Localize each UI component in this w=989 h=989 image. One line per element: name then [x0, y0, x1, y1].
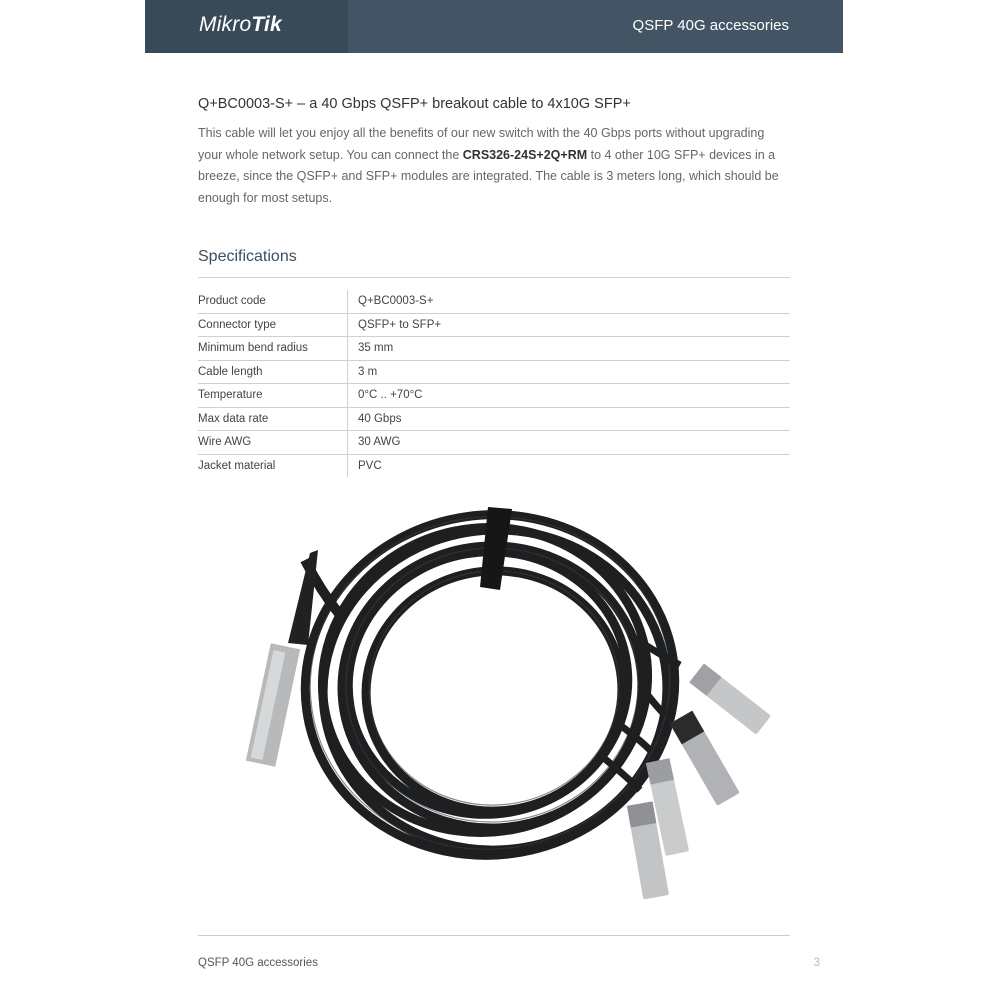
- spec-key: Max data rate: [198, 407, 348, 431]
- spec-key: Jacket material: [198, 454, 348, 477]
- footer-title: QSFP 40G accessories: [198, 957, 318, 969]
- table-row: [198, 454, 790, 477]
- specifications-heading: Specifications: [198, 248, 297, 265]
- spec-key: Temperature: [198, 384, 348, 408]
- spec-value: 40 Gbps: [358, 412, 402, 425]
- page-number: 3: [813, 957, 820, 969]
- spec-key: Minimum bend radius: [198, 337, 348, 361]
- desc-text-1: This cable will let you enjoy all the benefits of our new switch with the 40 Gbps ports without upgrading your whole network setup. You can connect the: [198, 126, 765, 162]
- table-row: [198, 431, 790, 455]
- product-title: Q+BC0003-S+ – a 40 Gbps QSFP+ breakout cable to 4x10G SFP+: [198, 96, 631, 112]
- spec-key: Product code: [198, 290, 348, 313]
- spec-value: Q+BC0003-S+: [358, 295, 434, 308]
- specifications-table: [198, 290, 790, 477]
- spec-value: 3 m: [358, 365, 378, 378]
- product-photo-cable: [200, 495, 790, 920]
- table-row: [198, 290, 790, 313]
- table-row: [198, 360, 790, 384]
- spec-value: 0°C .. +70°C: [358, 389, 423, 402]
- mikrotik-logo[interactable]: MikroTik: [199, 13, 282, 36]
- table-row: [198, 407, 790, 431]
- table-row: [198, 337, 790, 361]
- desc-product-model: CRS326-24S+2Q+RM: [462, 147, 588, 162]
- spec-key: Wire AWG: [198, 431, 348, 455]
- table-row: [198, 313, 790, 337]
- product-description: [198, 123, 790, 209]
- heading-divider: [198, 277, 790, 278]
- footer-divider: [198, 935, 790, 936]
- table-row: [198, 384, 790, 408]
- spec-value: 35 mm: [358, 342, 394, 355]
- desc-text-2: to 4 other 10G SFP+ devices in a breeze, since the QSFP+ and SFP+ modules are integrated. The cable is 3 meters long, which should be enough for most setups.: [198, 147, 779, 205]
- spec-value: PVC: [358, 459, 382, 472]
- spec-key: Cable length: [198, 360, 348, 384]
- header-bar: [145, 0, 843, 53]
- logo-box: [145, 0, 348, 53]
- spec-value: 30 AWG: [358, 436, 401, 449]
- spec-key: Connector type: [198, 313, 348, 337]
- spec-value: QSFP+ to SFP+: [358, 318, 442, 331]
- header-title: QSFP 40G accessories: [632, 17, 789, 34]
